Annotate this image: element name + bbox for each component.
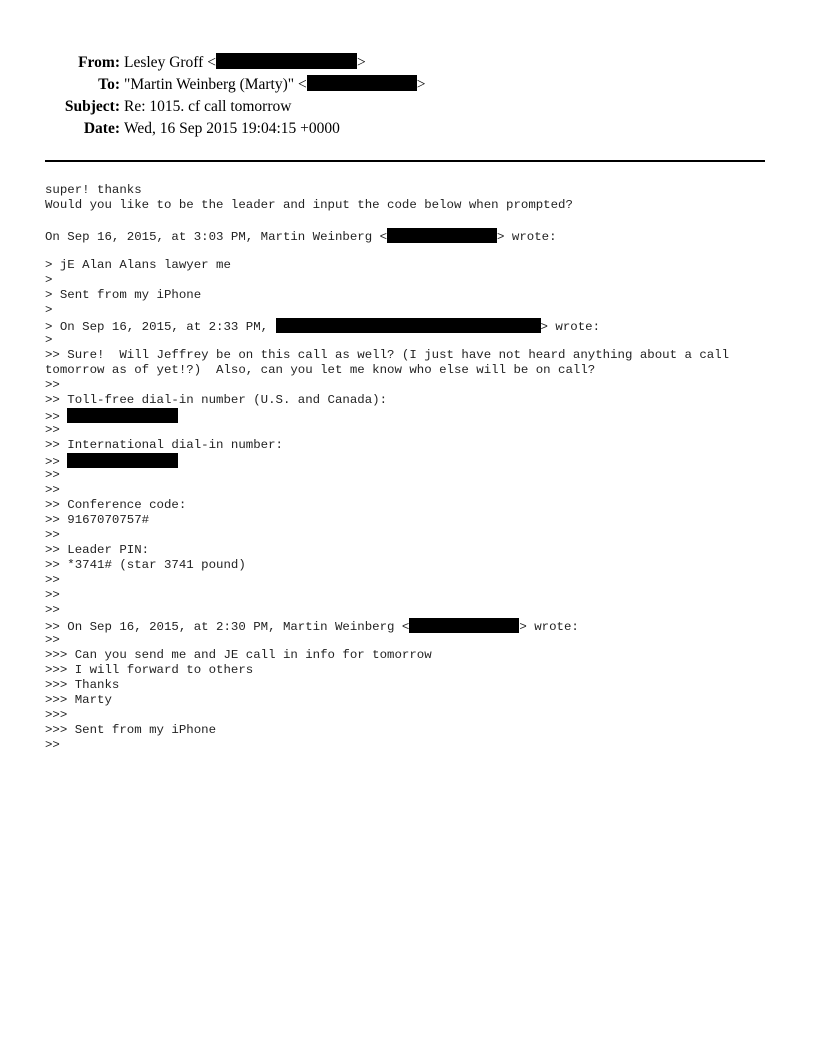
body-line: >>> Can you send me and JE call in info for tomorrow: [45, 648, 432, 662]
body-line: >: [45, 273, 53, 287]
header-divider: [45, 160, 765, 162]
body-line: >>: [45, 468, 60, 482]
body-line: >> Conference code:: [45, 498, 187, 512]
email-body: [45, 183, 775, 753]
to-row: [0, 74, 816, 96]
body-line: [45, 213, 775, 228]
subject-label: Subject:: [64, 98, 120, 115]
body-line: Would you like to be the leader and input the code below when prompted?: [45, 198, 573, 212]
body-line: >>: [45, 588, 60, 602]
body-line: >>> Marty: [45, 693, 112, 707]
subject-value: Re: 1015. cf call tomorrow: [124, 98, 292, 115]
line-text: > wrote:: [519, 620, 579, 634]
line-text: > wrote:: [497, 230, 557, 244]
body-line: [45, 618, 775, 633]
redaction-block: [216, 53, 357, 69]
body-line: super! thanks: [45, 183, 142, 197]
body-line: >> Toll-free dial-in number (U.S. and Canada):: [45, 393, 388, 407]
body-line: >>: [45, 738, 60, 752]
body-line: >>: [45, 573, 60, 587]
body-line: >>: [45, 483, 60, 497]
body-line: >>> I will forward to others: [45, 663, 254, 677]
body-line: >>>: [45, 708, 68, 722]
body-line: [45, 453, 775, 468]
line-text: On Sep 16, 2015, at 3:03 PM, Martin Weinberg <: [45, 230, 388, 244]
redaction-block: [67, 408, 178, 423]
redaction-block: [409, 618, 519, 633]
body-line: >> 9167070757#: [45, 513, 150, 527]
redaction-block: [387, 228, 497, 243]
body-line: [45, 243, 775, 258]
body-line: >>: [45, 528, 60, 542]
date-label: Date:: [83, 120, 120, 137]
to-label: To:: [98, 76, 120, 93]
body-line: >>: [45, 378, 60, 392]
body-line: >>: [45, 423, 60, 437]
from-value: [124, 52, 366, 74]
body-line: >>: [45, 633, 60, 647]
body-line: tomorrow as of yet!?) Also, can you let me know who else will be on call?: [45, 363, 596, 377]
to-value: [124, 74, 425, 96]
body-line: > jE Alan Alans lawyer me: [45, 258, 231, 272]
body-line: >>: [45, 603, 60, 617]
date-value: Wed, 16 Sep 2015 19:04:15 +0000: [124, 120, 340, 137]
date-row: [0, 118, 816, 140]
to-name: "Martin Weinberg (Marty)" <: [124, 76, 307, 93]
body-line: >>> Thanks: [45, 678, 120, 692]
line-text: > On Sep 16, 2015, at 2:33 PM,: [45, 320, 276, 334]
body-line: >: [45, 333, 53, 347]
to-suffix: >: [416, 76, 426, 93]
body-line: [45, 318, 775, 333]
redaction-block: [67, 453, 178, 468]
body-line: >> International dial-in number:: [45, 438, 283, 452]
body-line: >: [45, 303, 53, 317]
body-line: >> *3741# (star 3741 pound): [45, 558, 246, 572]
body-line: [45, 408, 775, 423]
redaction-block: [307, 75, 417, 91]
redaction-block: [276, 318, 541, 333]
line-text: > wrote:: [540, 320, 601, 334]
body-line: >> Leader PIN:: [45, 543, 150, 557]
from-row: [0, 52, 816, 74]
from-label: From:: [78, 54, 120, 71]
from-suffix: >: [356, 54, 366, 71]
body-line: [45, 228, 775, 243]
line-text: >>: [45, 455, 68, 469]
email-header: [0, 52, 816, 140]
line-text: >> On Sep 16, 2015, at 2:30 PM, Martin Weinberg <: [45, 620, 410, 634]
line-text: >>: [45, 410, 68, 424]
body-line: >>> Sent from my iPhone: [45, 723, 217, 737]
from-name: Lesley Groff <: [124, 54, 216, 71]
body-line: > Sent from my iPhone: [45, 288, 202, 302]
body-line: >> Sure! Will Jeffrey be on this call as well? (I just have not heard anything about a call: [45, 348, 730, 362]
subject-row: [0, 96, 816, 118]
